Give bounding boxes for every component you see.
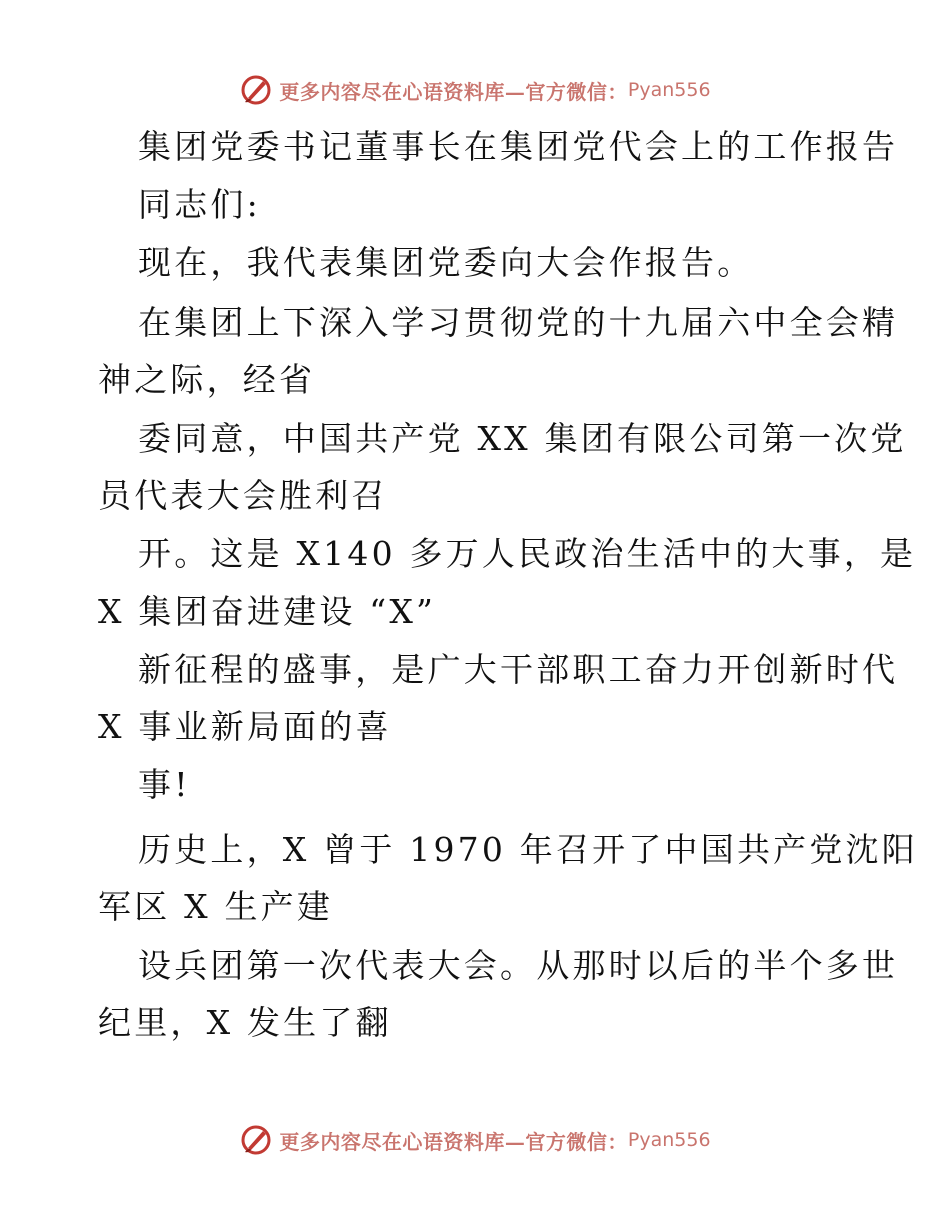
paragraph-line: 历史上，X 曾于 1970 年召开了中国共产党沈阳: [138, 830, 918, 869]
paragraph-line: X 事业新局面的喜: [98, 707, 392, 746]
header-banner: [0, 72, 950, 108]
paragraph-line: X 集团奋进建设 “X”: [98, 592, 437, 631]
salutation: 同志们:: [138, 185, 261, 224]
paragraph-line: 神之际，经省: [98, 360, 316, 399]
quill-ink-logo-icon: [239, 73, 273, 107]
banner-contact: Pyan556: [627, 1129, 711, 1151]
paragraph-line: 新征程的盛事，是广大干部职工奋力开创新时代: [138, 650, 899, 689]
banner-contact: Pyan556: [627, 79, 711, 101]
paragraph-line: 开。这是 X140 多万人民政治生活中的大事，是: [138, 534, 917, 573]
paragraph-line: 现在，我代表集团党委向大会作报告。: [138, 243, 754, 282]
document-title: 集团党委书记董事长在集团党代会上的工作报告: [138, 127, 899, 166]
paragraph-line: 军区 X 生产建: [98, 887, 334, 926]
paragraph-line: 委同意，中国共产党 XX 集团有限公司第一次党: [138, 419, 907, 458]
footer-banner: [0, 1122, 950, 1158]
paragraph-line: 设兵团第一次代表大会。从那时以后的半个多世: [138, 946, 899, 985]
paragraph-line: 事!: [138, 765, 191, 804]
banner-text: 更多内容尽在心语资料库—官方微信：: [279, 79, 628, 104]
quill-ink-logo-icon: [239, 1123, 273, 1157]
paragraph-line: 员代表大会胜利召: [98, 476, 388, 515]
paragraph-line: 纪里，X 发生了翻: [98, 1003, 392, 1042]
banner-text: 更多内容尽在心语资料库—官方微信：: [279, 1129, 628, 1154]
paragraph-line: 在集团上下深入学习贯彻党的十九届六中全会精: [138, 303, 899, 342]
